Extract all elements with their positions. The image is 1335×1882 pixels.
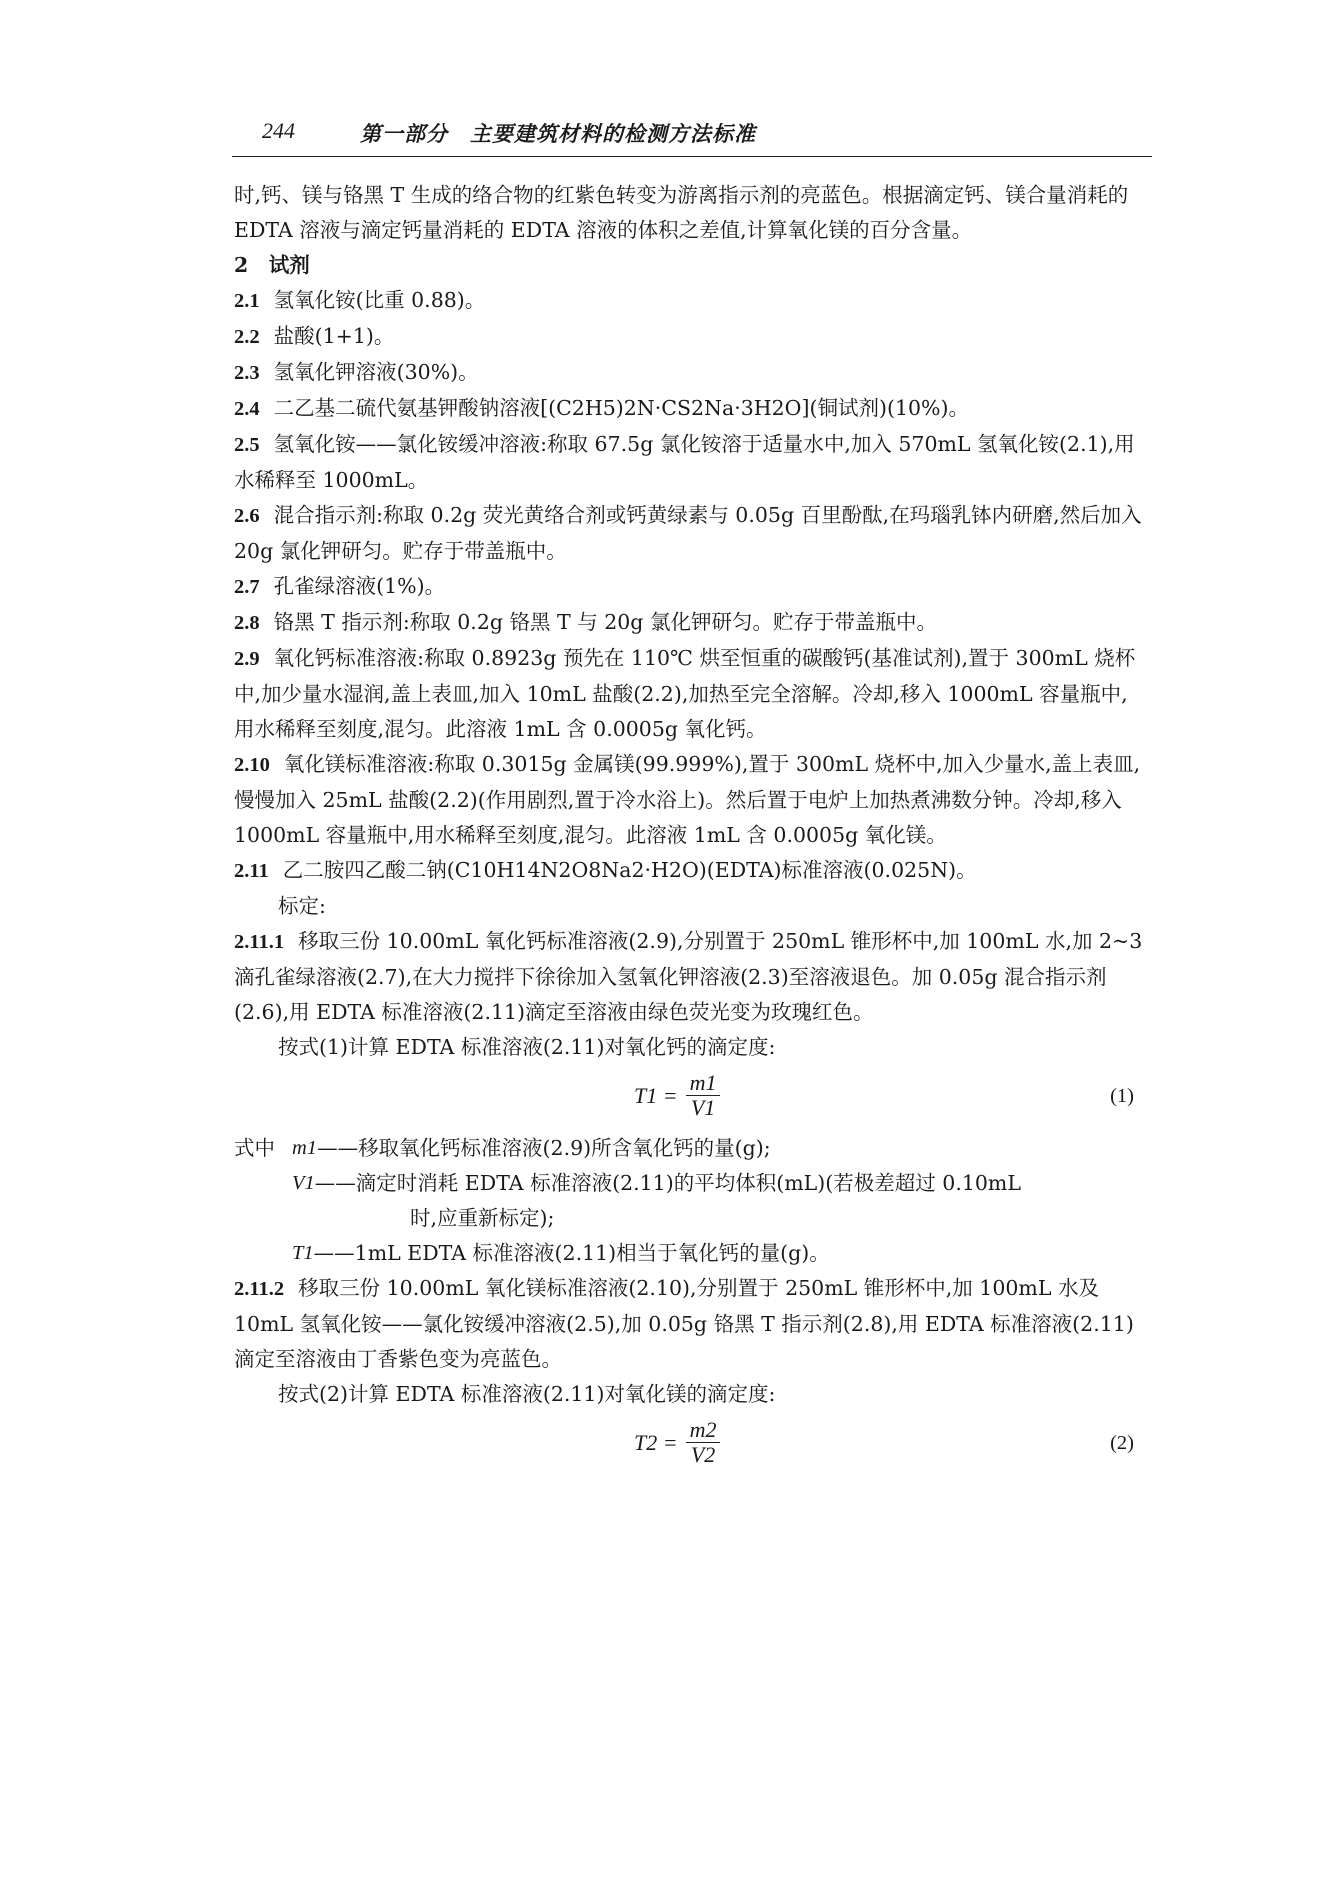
calibration-label: 标定: <box>278 894 326 918</box>
reagent-item: 2.8 铬黑 T 指示剂:称取 0.2g 铬黑 T 与 20g 氯化钾研匀。贮存于带盖瓶中。 <box>234 610 937 634</box>
intro-paragraph: 时,钙、镁与铬黑 T 生成的络合物的红紫色转变为游离指示剂的亮蓝色。根据滴定钙、镁合量消耗的 EDTA 溶液与滴定钙量消耗的 EDTA 溶液的体积之差值,计算氧化镁的百分含量。 <box>234 183 1129 242</box>
reagent-item: 2.9 氧化钙标准溶液:称取 0.8923g 预先在 110℃ 烘至恒重的碳酸钙(基准试剂),置于 300mL 烧杯中,加少量水湿润,盖上表皿,加入 10mL 盐酸(2.2),加热至完全溶解。冷却,移入 1000mL 容量瓶中,用水稀释至刻度,混匀。此溶液 1mL 含 0.0005g 氧化钙。 <box>234 646 1136 741</box>
formula-denominator: V2 <box>690 1442 716 1467</box>
symbol-definitions <box>234 1131 1144 1271</box>
formula-1 <box>234 1065 1144 1131</box>
definition-line: m1 ——移取氧化钙标准溶液(2.9)所含氧化钙的量(g); <box>292 1136 771 1160</box>
reagent-item: 2.7 孔雀绿溶液(1%)。 <box>234 574 446 598</box>
reagent-item: 2.11 乙二胺四乙酸二钠(C10H14N2O8Na2·H2O)(EDTA)标准溶液(0.025N)。 <box>234 858 977 882</box>
reagent-item: 2.1 氢氧化铵(比重 0.88)。 <box>234 288 486 312</box>
definition-continuation: 时,应重新标定); <box>410 1206 555 1230</box>
formula-number: (2) <box>1110 1432 1134 1454</box>
calc-instruction-2: 按式(2)计算 EDTA 标准溶液(2.11)对氧化镁的滴定度: <box>278 1382 776 1406</box>
reagent-item: 2.10 氧化镁标准溶液:称取 0.3015g 金属镁(99.999%),置于 300mL 烧杯中,加入少量水,盖上表皿,慢慢加入 25mL 盐酸(2.2)(作用剧烈,置于冷水浴上)。然后置于电炉上加热煮沸数分钟。冷却,移入 1000mL 容量瓶中,用水稀释至刻度,混匀。此溶液 1mL 含 0.0005g 氧化镁。 <box>234 752 1141 847</box>
formula-2 <box>234 1412 1144 1478</box>
body-text <box>234 178 1144 1478</box>
header-title: 第一部分 主要建筑材料的检测方法标准 <box>360 121 756 146</box>
procedure-2-11-2: 2.11.2 移取三份 10.00mL 氧化镁标准溶液(2.10),分别置于 250mL 锥形杯中,加 100mL 水及 10mL 氢氧化铵——氯化铵缓冲溶液(2.5),加 0.05g 铬黑 T 指示剂(2.8),用 EDTA 标准溶液(2.11)滴定至溶液由丁香紫色变为亮蓝色。 <box>234 1276 1134 1371</box>
formula-numerator: m1 <box>686 1071 721 1096</box>
reagent-item: 2.3 氢氧化钾溶液(30%)。 <box>234 360 479 384</box>
reagent-item: 2.5 氢氧化铵——氯化铵缓冲溶液:称取 67.5g 氯化铵溶于适量水中,加入 570mL 氢氧化铵(2.1),用水稀释至 1000mL。 <box>234 432 1135 492</box>
reagent-item: 2.6 混合指示剂:称取 0.2g 荧光黄络合剂或钙黄绿素与 0.05g 百里酚酞,在玛瑙乳钵内研磨,然后加入 20g 氯化钾研匀。贮存于带盖瓶中。 <box>234 503 1142 563</box>
calc-instruction-1: 按式(1)计算 EDTA 标准溶液(2.11)对氧化钙的滴定度: <box>278 1035 776 1059</box>
formula-numerator: m2 <box>686 1418 721 1443</box>
reagent-item: 2.2 盐酸(1+1)。 <box>234 324 395 348</box>
formula-denominator: V1 <box>690 1095 716 1120</box>
page-number: 244 <box>262 118 295 143</box>
formula-lhs: T1 = <box>634 1083 678 1108</box>
formula-lhs: T2 = <box>634 1430 678 1455</box>
section-heading: 2 试剂 <box>234 253 310 277</box>
definition-line: T1 ——1mL EDTA 标准溶液(2.11)相当于氧化钙的量(g)。 <box>292 1241 830 1265</box>
procedure-2-11-1: 2.11.1 移取三份 10.00mL 氧化钙标准溶液(2.9),分别置于 250mL 锥形杯中,加 100mL 水,加 2~3 滴孔雀绿溶液(2.7),在大力搅拌下徐徐加入氢氧化钾溶液(2.3)至溶液退色。加 0.05g 混合指示剂(2.6),用 EDTA 标准溶液(2.11)滴定至溶液由绿色荧光变为玫瑰红色。 <box>234 929 1143 1024</box>
definition-line: V1 ——滴定时消耗 EDTA 标准溶液(2.11)的平均体积(mL)(若极差超过 0.10mL <box>292 1171 1021 1195</box>
where-label: 式中 <box>234 1136 275 1160</box>
formula-number: (1) <box>1110 1085 1134 1107</box>
reagent-item: 2.4 二乙基二硫代氨基钾酸钠溶液[(C2H5)2N·CS2Na·3H2O](铜试剂)(10%)。 <box>234 396 970 420</box>
page-header <box>232 112 1152 157</box>
